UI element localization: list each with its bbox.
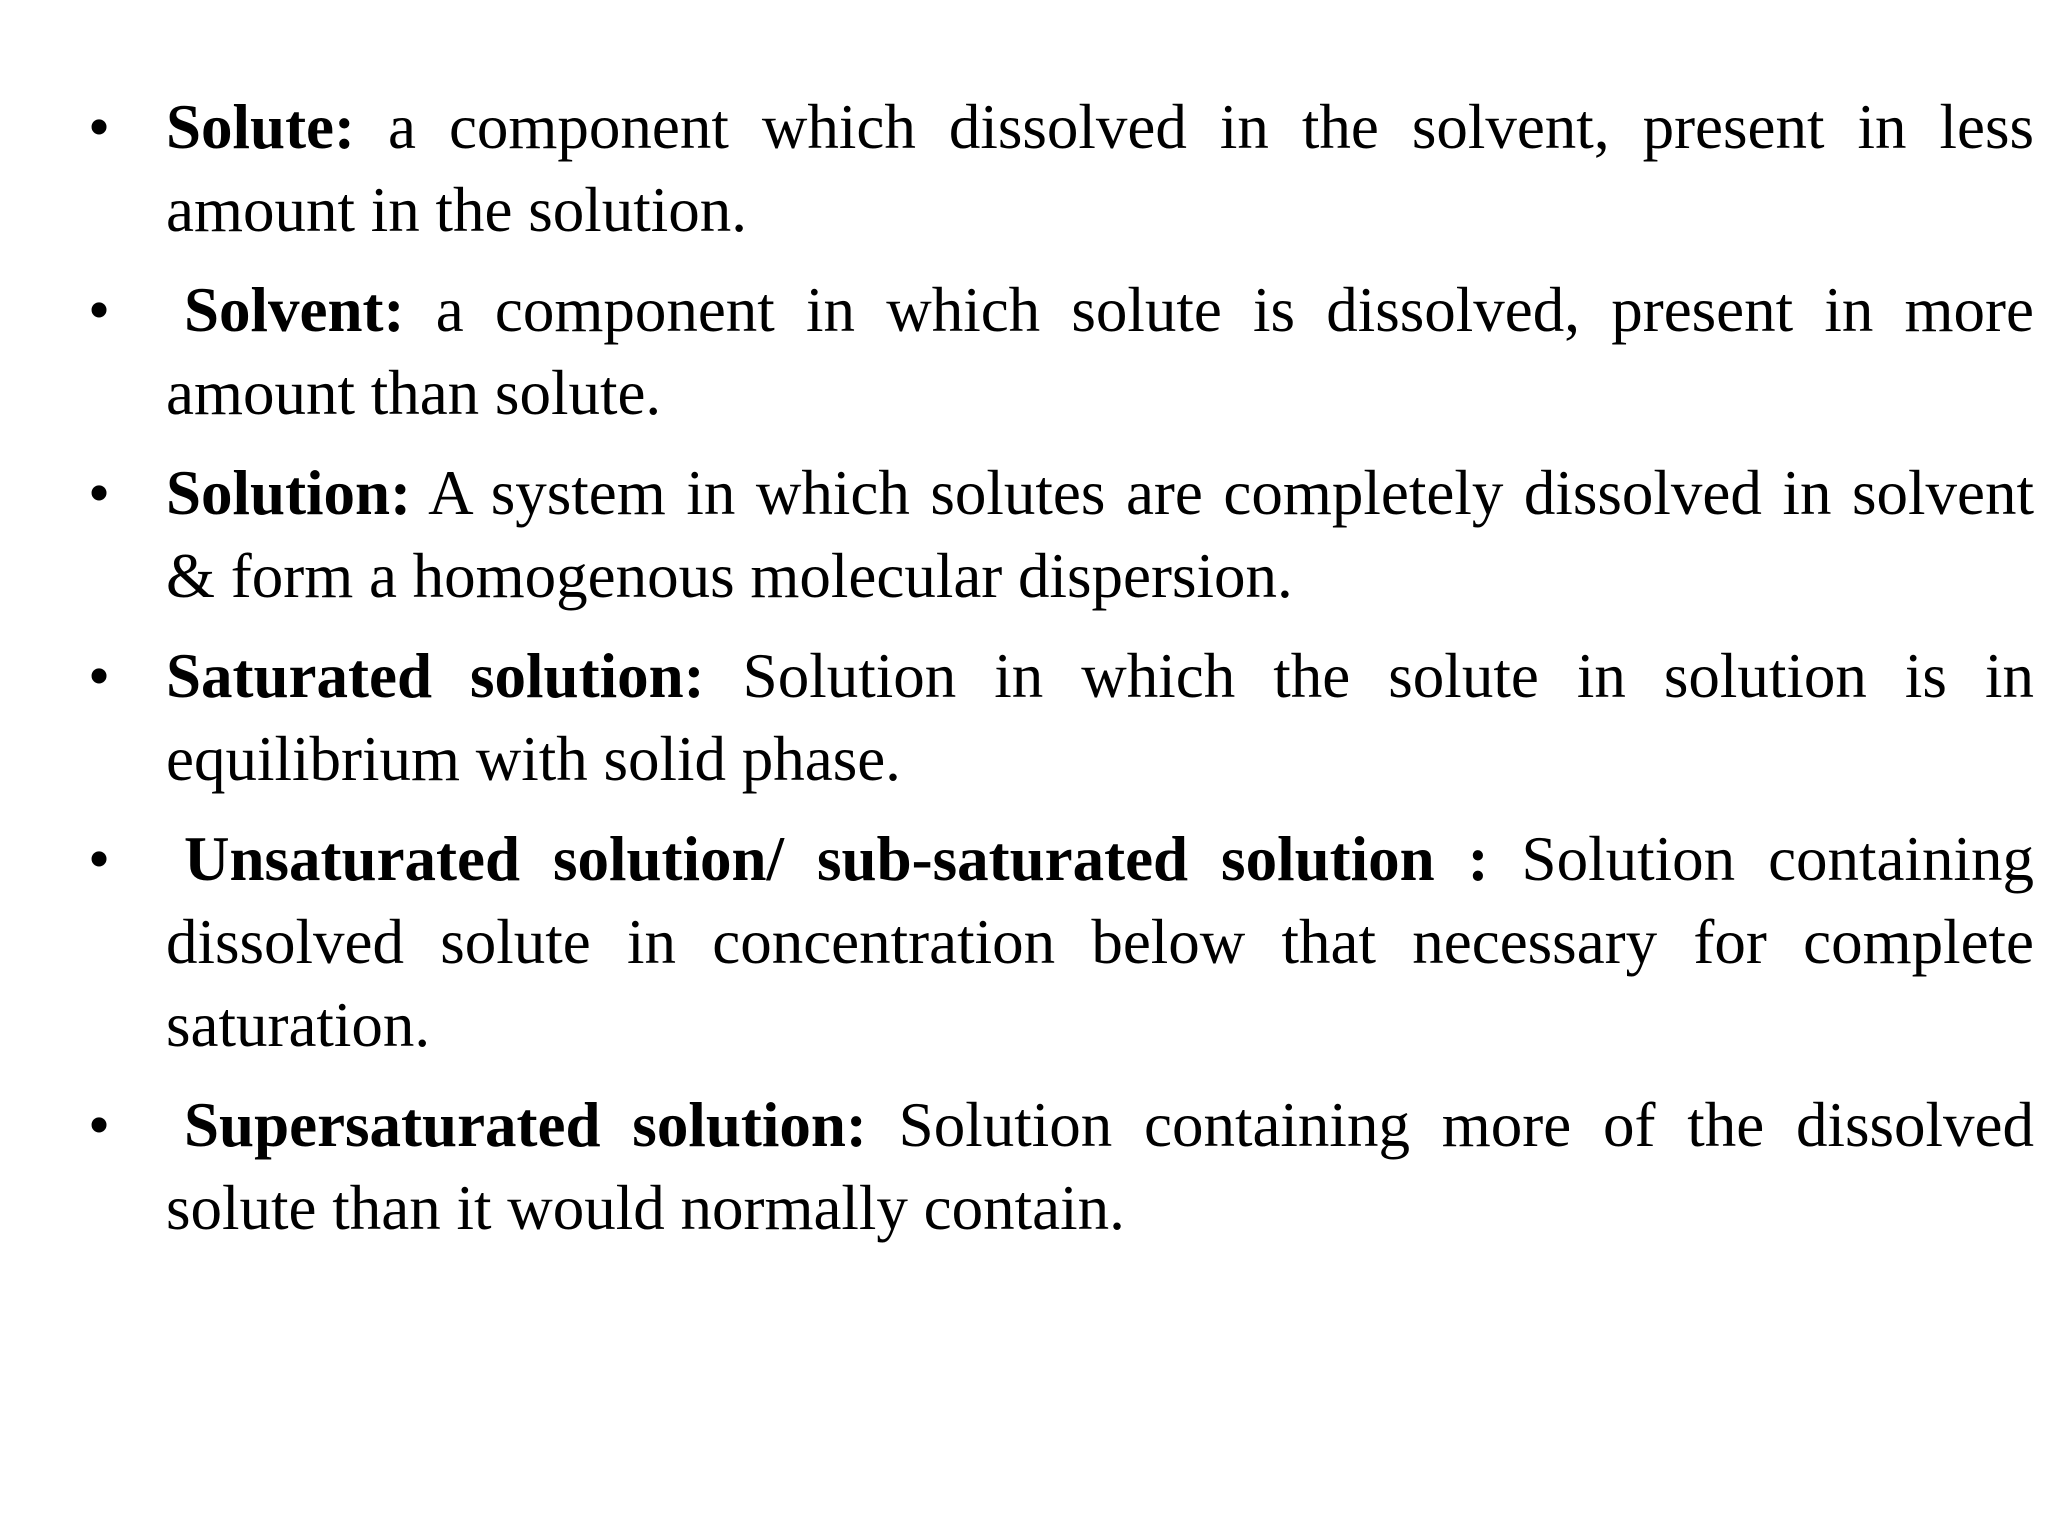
bullet-icon: • [88, 458, 111, 528]
term-solute: Solute: [166, 92, 355, 162]
term-solution: Solution: [166, 458, 412, 528]
term-saturated-solution: Saturated solution: [166, 641, 705, 711]
bullet-icon: • [88, 92, 111, 162]
definition-item-supersaturated-solution [88, 1084, 2034, 1250]
definition-item-solute [88, 86, 2034, 252]
definition-solution: A system in which solutes are completely dissolved in solvent & form a homogenous molecular dispersion. [166, 458, 2034, 611]
definition-saturated-solution: Solution in which the solute in solution is in equilibrium with solid phase. [166, 641, 2034, 794]
bullet-icon: • [88, 641, 111, 711]
definition-solvent: a component in which solute is dissolved, present in more amount than solute. [166, 275, 2034, 428]
definition-item-solvent [88, 269, 2034, 435]
term-supersaturated-solution: Supersaturated solution: [184, 1090, 867, 1160]
bullet-icon: • [88, 824, 111, 894]
bullet-icon: • [88, 275, 111, 345]
term-solvent: Solvent: [184, 275, 405, 345]
definition-supersaturated-solution: Solution containing more of the dissolved solute than it would normally contain. [166, 1090, 2034, 1243]
definition-list [88, 86, 2034, 1267]
term-unsaturated-solution: Unsaturated solution/ sub-saturated solution : [184, 824, 1489, 894]
bullet-icon: • [88, 1090, 111, 1160]
definition-item-solution [88, 452, 2034, 618]
definition-item-saturated-solution [88, 635, 2034, 801]
definition-item-unsaturated-solution [88, 818, 2034, 1067]
definition-solute: a component which dissolved in the solvent, present in less amount in the solution. [166, 92, 2034, 245]
definition-unsaturated-solution: Solution containing dissolved solute in concentration below that necessary for complete saturation. [166, 824, 2034, 1060]
